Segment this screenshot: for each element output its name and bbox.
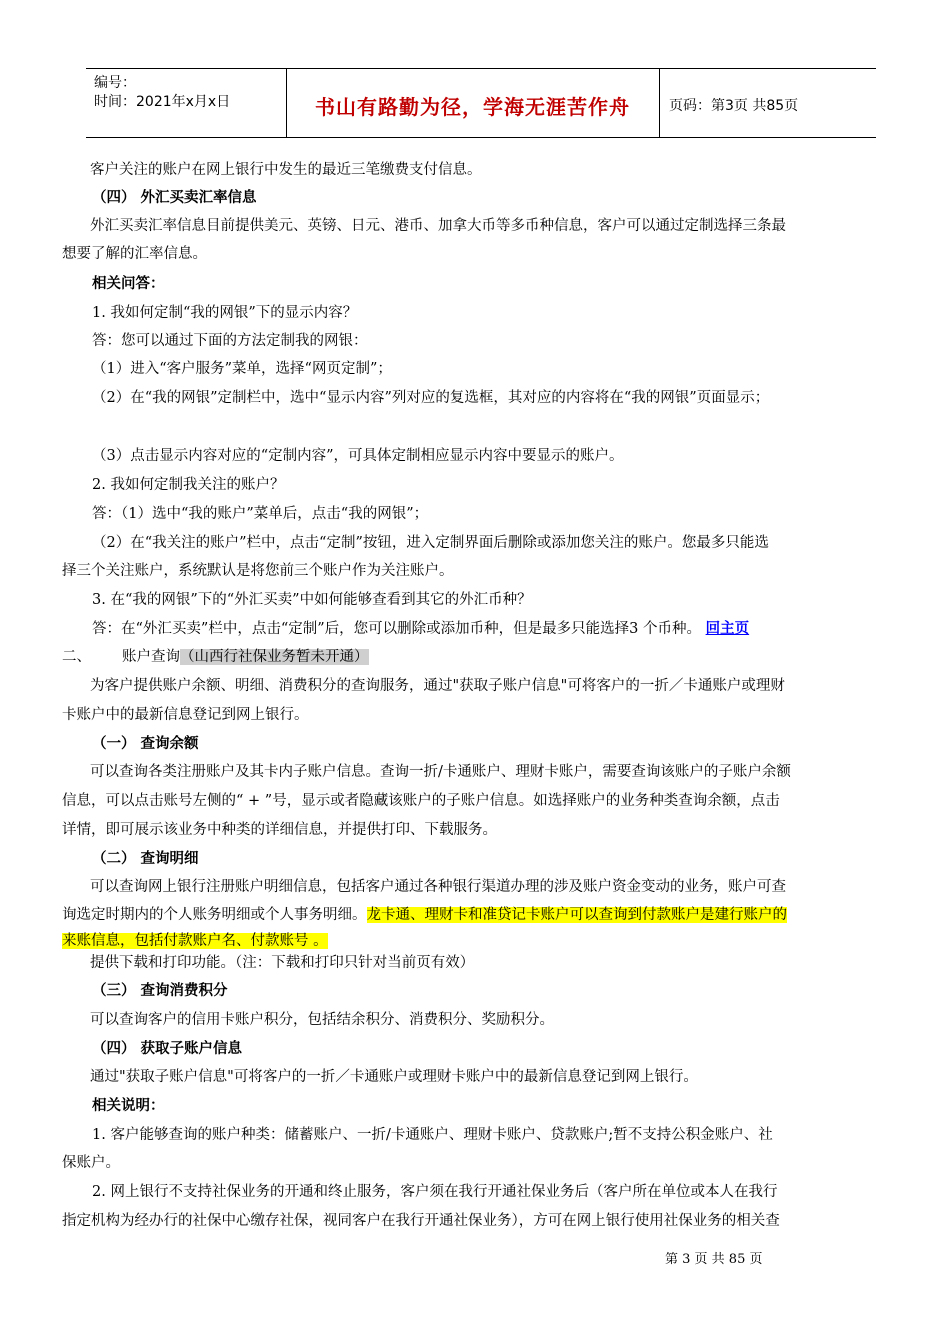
question-3: 3. 在“我的网银”下的“外汇买卖”中如何能够查看到其它的外汇币种？ <box>92 592 532 608</box>
header-page-cell <box>659 69 876 137</box>
note-2-cont: 指定机构为经办行的社保中心缴存社保，视同客户在我行开通社保业务），方可在网上银行使用社保业务的相关查 <box>62 1213 780 1229</box>
qa-heading: 相关问答： <box>92 276 165 292</box>
section-heading: （四） 外汇买卖汇率信息 <box>92 190 257 206</box>
section-heading: （三） 查询消费积分 <box>92 983 228 999</box>
answer-line <box>92 619 749 639</box>
question-2: 2. 我如何定制我关注的账户？ <box>92 477 285 493</box>
question-1: 1. 我如何定制“我的网银”下的显示内容？ <box>92 305 358 321</box>
body-line <box>62 931 328 951</box>
body-line: 想要了解的汇率信息。 <box>62 246 207 262</box>
header-left-cell <box>86 69 287 137</box>
section-heading: （一） 查询余额 <box>92 736 199 752</box>
notes-heading: 相关说明： <box>92 1098 165 1114</box>
body-text: 询选定时期内的个人账务明细或个人事务明细。 <box>62 907 367 923</box>
body-line: 可以查询网上银行注册账户明细信息，包括客户通过各种银行渠道办理的涉及账户资金变动的业务，账户可查 <box>90 879 786 895</box>
body-line: 外汇买卖汇率信息目前提供美元、英镑、日元、港币、加拿大币等多币种信息，客户可以通过定制选择三条最 <box>90 218 786 234</box>
note-1: 1. 客户能够查询的账户种类：储蓄账户、一折/卡通账户、理财卡账户、贷款账户;暂不支持公积金账户、社 <box>92 1127 773 1143</box>
chapter-note: （山西行社保业务暂未开通） <box>180 649 369 665</box>
page-header <box>86 68 876 138</box>
body-line: 信息，可以点击账号左侧的“ + ”号，显示或者隐藏该账户的子账户信息。如选择账户的业务种类查询余额，点击 <box>62 793 780 809</box>
body-line: 可以查询客户的信用卡账户积分，包括结余积分、消费积分、奖励积分。 <box>90 1012 554 1028</box>
body-line: 为客户提供账户余额、明细、消费积分的查询服务，通过"获取子账户信息"可将客户的一折／卡通账户或理财 <box>90 678 785 694</box>
answer-line: 择三个关注账户，系统默认是将您前三个账户作为关注账户。 <box>62 563 454 579</box>
answer-line: 答：您可以通过下面的方法定制我的网银： <box>92 333 368 349</box>
header-time-label: 时间：2021年x月x日 <box>94 94 231 110</box>
answer-line: （1）进入“客户服务”菜单，选择“网页定制”； <box>92 361 392 377</box>
answer-text: 答：在“外汇买卖”栏中，点击“定制”后，您可以删除或添加币种，但是最多只能选择3 个币种。 <box>92 621 701 637</box>
chapter-number: 二、 <box>62 649 91 665</box>
chapter-title-row <box>122 647 369 667</box>
body-line: 客户关注的账户在网上银行中发生的最近三笔缴费支付信息。 <box>90 162 482 178</box>
chapter-heading <box>62 647 91 667</box>
answer-line: 答：（1）选中“我的账户”菜单后，点击“我的网银”； <box>92 506 429 522</box>
highlighted-text: 来账信息，包括付款账户名、付款账号 。 <box>62 933 328 949</box>
header-motto: 书山有路勤为径，学海无涯苦作舟 <box>315 95 630 119</box>
highlighted-text: 龙卡通、理财卡和准贷记卡账户可以查询到付款账户是建行账户的 <box>366 907 787 923</box>
body-line: 可以查询各类注册账户及其卡内子账户信息。查询一折/卡通账户、理财卡账户，需要查询该账户的子账户余额 <box>90 764 791 780</box>
answer-line: （2）在“我的网银”定制栏中，选中“显示内容”列对应的复选框，其对应的内容将在“我的网银”页面显示； <box>92 390 770 406</box>
answer-line: （3）点击显示内容对应的“定制内容”，可具体定制相应显示内容中要显示的账户。 <box>92 448 624 464</box>
header-page-label: 页码：第3页 共85页 <box>669 98 799 114</box>
body-line: 卡账户中的最新信息登记到网上银行。 <box>62 707 309 723</box>
note-1-cont: 保账户。 <box>62 1155 120 1171</box>
page-footer: 第 3 页 共 85 页 <box>665 1252 763 1267</box>
header-number-label: 编号： <box>94 75 136 91</box>
header-motto-cell <box>286 69 660 137</box>
section-heading: （二） 查询明细 <box>92 851 199 867</box>
body-line: 详情，即可展示该业务中种类的详细信息，并提供打印、下载服务。 <box>62 822 497 838</box>
chapter-title: 账户查询 <box>122 649 180 665</box>
section-heading: （四） 获取子账户信息 <box>92 1041 243 1057</box>
chapter-note-text: 山西行社保业务暂未开通 <box>194 649 354 665</box>
answer-line: （2）在“我关注的账户”栏中，点击“定制”按钮，进入定制界面后删除或添加您关注的账户。您最多只能选 <box>92 535 769 551</box>
body-line: 通过"获取子账户信息"可将客户的一折／卡通账户或理财卡账户中的最新信息登记到网上银行。 <box>90 1069 698 1085</box>
note-2: 2. 网上银行不支持社保业务的开通和终止服务，客户须在我行开通社保业务后（客户所在单位或本人在我行 <box>92 1184 778 1200</box>
home-link[interactable]: 回主页 <box>705 621 750 637</box>
body-line <box>62 905 787 925</box>
body-line: 提供下载和打印功能。（注：下载和打印只针对当前页有效） <box>90 955 475 971</box>
